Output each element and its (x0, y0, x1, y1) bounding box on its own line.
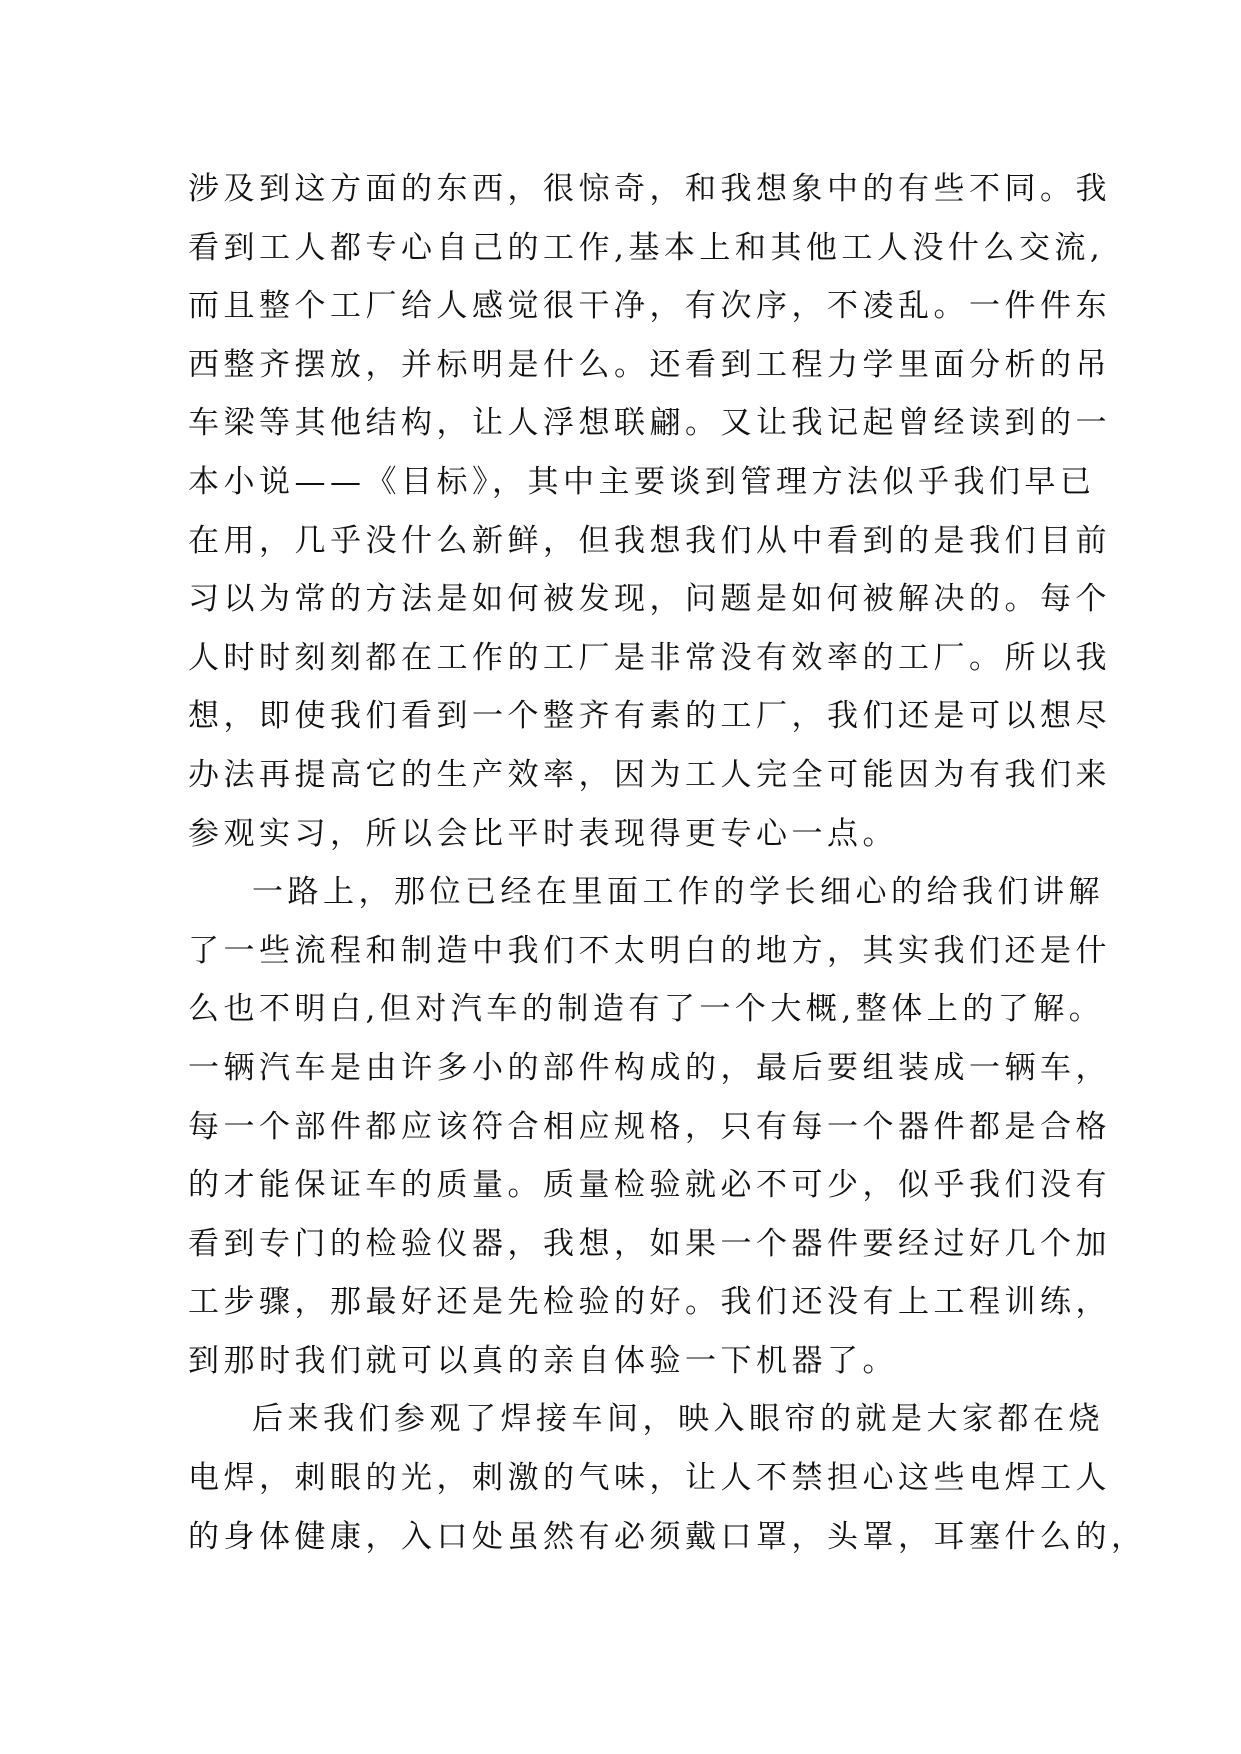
text-line: 在用，几乎没什么新鲜，但我想我们从中看到的是我们目前 (188, 522, 1111, 559)
text-line: 么也不明白,但对汽车的制造有了一个大概,整体上的了解。 (188, 991, 1105, 1028)
text-line: 办法再提高它的生产效率，因为工人完全可能因为有我们来 (188, 756, 1111, 793)
text-line: 参观实习，所以会比平时表现得更专心一点。 (188, 815, 898, 852)
text-line: 一路上，那位已经在里面工作的学长细心的给我们讲解 (252, 874, 1104, 911)
text-line: 涉及到这方面的东西，很惊奇，和我想象中的有些不同。我 (188, 171, 1111, 207)
text-line: 后来我们参观了焊接车间，映入眼帘的就是大家都在烧 (252, 1401, 1104, 1438)
text-line: 了一些流程和制造中我们不太明白的地方，其实我们还是什 (188, 932, 1111, 969)
text-line: 车梁等其他结构，让人浮想联翩。又让我记起曾经读到的一 (188, 405, 1111, 442)
body-text (188, 160, 1147, 1566)
text-line: 电焊，刺眼的光，刺激的气味，让人不禁担心这些电焊工人 (188, 1460, 1111, 1497)
text-line: 而且整个工厂给人感觉很干净，有次序，不凌乱。一件件东 (188, 288, 1111, 325)
text-line: 想，即使我们看到一个整齐有素的工厂，我们还是可以想尽 (188, 698, 1111, 735)
text-line: 人时时刻刻都在工作的工厂是非常没有效率的工厂。所以我 (188, 639, 1111, 676)
text-line: 本小说——《目标》，其中主要谈到管理方法似乎我们早已 (188, 463, 1096, 500)
text-line: 的身体健康，入口处虽然有必须戴口罩，头罩，耳塞什么的， (188, 1518, 1147, 1555)
text-line: 到那时我们就可以真的亲自体验一下机器了。 (188, 1342, 898, 1379)
text-line: 看到工人都专心自己的工作,基本上和其他工人没什么交流, (188, 229, 1105, 266)
text-line: 工步骤，那最好还是先检验的好。我们还没有上工程训练， (188, 1284, 1111, 1321)
text-line: 西整齐摆放，并标明是什么。还看到工程力学里面分析的吊 (188, 346, 1111, 383)
text-line: 习以为常的方法是如何被发现，问题是如何被解决的。每个 (188, 581, 1111, 618)
text-line: 一辆汽车是由许多小的部件构成的，最后要组装成一辆车， (188, 1049, 1111, 1086)
text-line: 的才能保证车的质量。质量检验就必不可少，似乎我们没有 (188, 1167, 1111, 1204)
text-line: 看到专门的检验仪器，我想，如果一个器件要经过好几个加 (188, 1225, 1111, 1262)
text-line: 每一个部件都应该符合相应规格，只有每一个器件都是合格 (188, 1108, 1111, 1145)
